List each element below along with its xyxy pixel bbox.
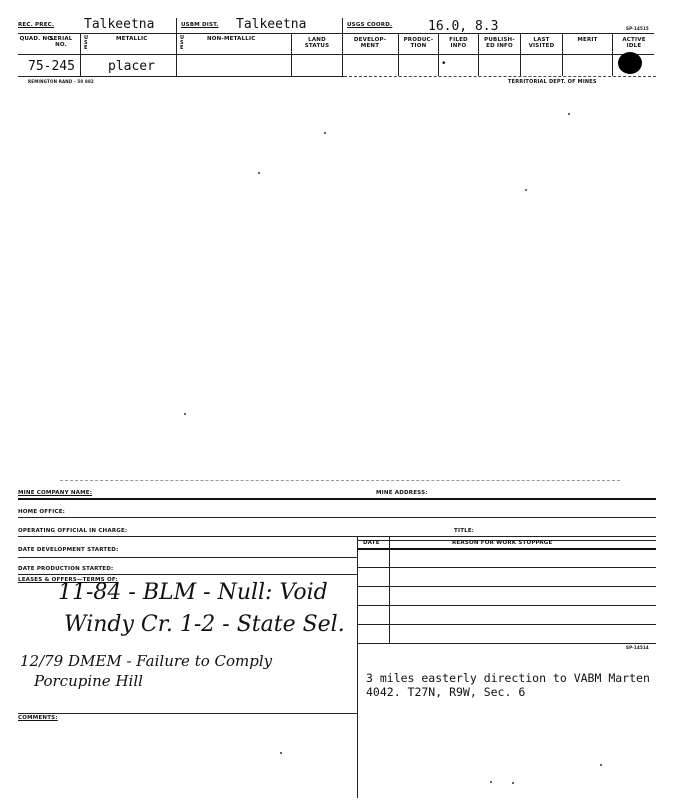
location-line-2: 4042. T27N, R9W, Sec. 6 <box>366 685 526 699</box>
form-number: SP-14515 <box>626 26 649 31</box>
column-header-rule <box>18 54 654 55</box>
handwriting-line-2: Windy Cr. 1-2 - State Sel. <box>64 612 345 637</box>
filed-info-label: FILED INFO <box>449 37 468 49</box>
operating-official-label: OPERATING OFFICIAL IN CHARGE: <box>18 528 128 534</box>
merit-label: MERIT <box>577 37 598 43</box>
production-label: PRODUC-TION <box>403 37 434 49</box>
handwriting-line-4: Porcupine Hill <box>34 672 143 690</box>
date-development-label: DATE DEVELOPMENT STARTED: <box>18 547 119 553</box>
stoppage-row-rule <box>357 586 656 587</box>
filed-mark: • <box>442 58 446 69</box>
active-idle-label: ACTIVE IDLE <box>622 37 646 49</box>
header-top-rule <box>18 33 654 34</box>
last-visited-label: LAST VISITED <box>528 37 555 49</box>
usbm-dist-value: Talkeetna <box>236 17 307 32</box>
metallic-value: placer <box>108 59 155 74</box>
usgs-coord-label: USGS COORD. <box>347 22 393 28</box>
scan-speck <box>258 172 260 174</box>
usgs-coord-value: 16.0, 8.3 <box>428 19 499 34</box>
stoppage-header-rule <box>357 548 656 550</box>
header-bottom-rule <box>18 76 344 77</box>
stoppage-row-rule <box>357 643 656 644</box>
nonmetallic-label: NON-METALLIC <box>207 36 256 42</box>
active-dot-mark <box>618 52 642 74</box>
form-number-2: SP-14514 <box>626 645 649 650</box>
leases-label: LEASES & OFFERS—TERMS OF: <box>18 577 118 583</box>
center-divider <box>357 536 358 798</box>
stoppage-date-divider <box>389 536 390 643</box>
home-office-label: HOME OFFICE: <box>18 509 66 515</box>
stoppage-row-rule <box>357 624 656 625</box>
divider <box>176 18 177 76</box>
use-label-2: U S E <box>180 35 185 51</box>
scan-speck <box>525 189 527 191</box>
stoppage-row-rule <box>357 567 656 568</box>
published-info-label: PUBLISH-ED INFO <box>484 37 515 49</box>
scan-speck <box>512 782 514 784</box>
mine-address-label: MINE ADDRESS: <box>376 490 428 496</box>
usbm-dist-label: USBM DIST. <box>181 22 219 28</box>
scan-speck <box>490 781 492 783</box>
quad-label: QUAD. NO. <box>19 36 55 42</box>
footer-right: TERRITORIAL DEPT. OF MINES <box>508 79 597 85</box>
card-edge-dashed <box>60 480 620 481</box>
quad-serial-value: 75-245 <box>28 59 75 74</box>
location-line-1: 3 miles easterly direction to VABM Marten <box>366 671 650 685</box>
mine-company-label: MINE COMPANY NAME: <box>18 490 93 496</box>
rec-prec-label: REC. PREC. <box>18 22 55 28</box>
serial-label: SERIAL NO. <box>49 36 73 48</box>
handwriting-line-3: 12/79 DMEM - Failure to Comply <box>20 652 273 670</box>
scan-speck <box>184 413 186 415</box>
divider <box>342 18 343 76</box>
date-development-rule <box>18 557 358 558</box>
use-label-1: U S E <box>84 35 89 51</box>
home-office-rule <box>18 517 656 518</box>
date-production-rule <box>18 574 358 575</box>
development-label: DEVELOP-MENT <box>353 37 387 49</box>
date-production-label: DATE PRODUCTION STARTED: <box>18 566 114 572</box>
stoppage-row-rule <box>357 605 656 606</box>
header-bottom-dashed-rule <box>344 76 656 77</box>
land-status-label: LAND STATUS <box>304 37 330 49</box>
handwriting-line-1: 11-84 - BLM - Null: Void <box>58 580 328 605</box>
footer-left: REMINGTON RAND - 50 882 <box>28 79 94 84</box>
comments-top-rule <box>18 713 358 714</box>
stoppage-reason-header: REASON FOR WORK STOPPAGE <box>452 540 553 546</box>
scan-speck <box>324 132 326 134</box>
comments-label: COMMENTS: <box>18 715 58 721</box>
scan-speck <box>600 764 602 766</box>
mine-company-rule <box>18 498 656 500</box>
title-label: TITLE: <box>454 528 475 534</box>
rec-prec-value: Talkeetna <box>84 17 155 32</box>
scan-speck <box>280 752 282 754</box>
metallic-label: METALLIC <box>116 36 148 42</box>
stoppage-date-header: DATE <box>363 540 380 546</box>
scan-speck <box>568 113 570 115</box>
operating-official-rule <box>18 536 656 537</box>
